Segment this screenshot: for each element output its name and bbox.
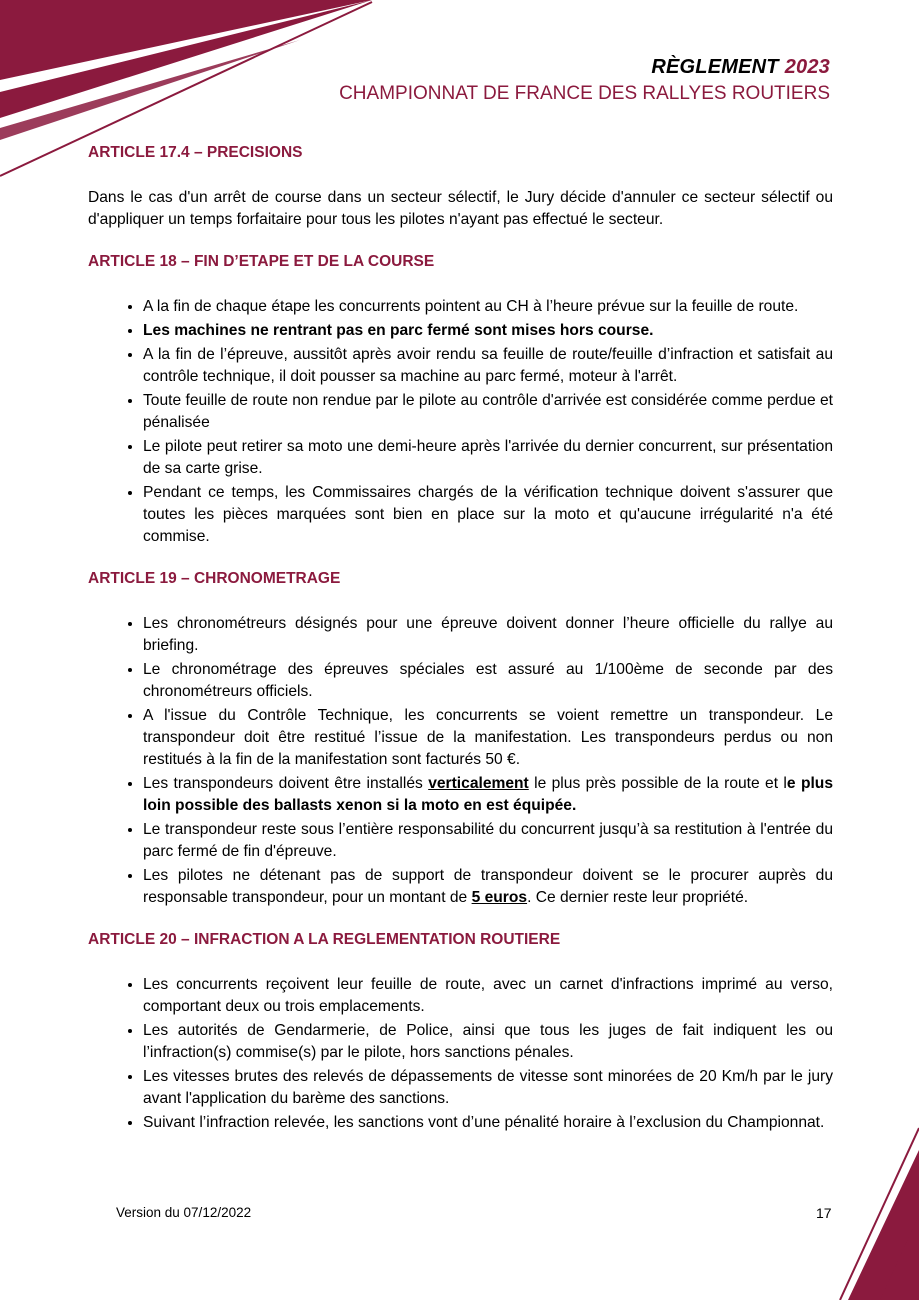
footer-version: Version du 07/12/2022 <box>116 1205 252 1220</box>
list-item: • Les vitesses brutes des relevés de dépassements de vitesse sont minorées de 20 Km/h par le jury avant l'application du barème des sanctions. <box>143 1066 833 1110</box>
page-number: 17 <box>816 1205 832 1221</box>
bullet-list <box>88 974 833 1134</box>
bullet-list <box>88 613 833 909</box>
list-item: • Les concurrents reçoivent leur feuille de route, avec un carnet d'infractions imprimé au verso, comportant deux ou trois emplacements. <box>143 974 833 1018</box>
article-17-4 <box>88 142 833 231</box>
bullet-list <box>88 296 833 548</box>
list-item: • Le transpondeur reste sous l’entière responsabilité du concurrent jusqu’à sa restitution à l'entrée du parc fermé de fin d'épreuve. <box>143 819 833 863</box>
text-run: Les transpondeurs doivent être installés <box>143 775 429 792</box>
document-body <box>88 140 833 1136</box>
list-item <box>143 773 833 817</box>
section-heading: ARTICLE 19 – CHRONOMETRAGE <box>88 570 341 587</box>
emphasis-text: verticalement <box>428 775 529 792</box>
article-19 <box>88 568 833 909</box>
list-item: • Les chronométreurs désignés pour une épreuve doivent donner l’heure officielle du rallye au briefing. <box>143 613 833 657</box>
section-heading: ARTICLE 18 – FIN D’ETAPE ET DE LA COURSE <box>88 253 435 270</box>
list-item: • Pendant ce temps, les Commissaires chargés de la vérification technique doivent s'assurer que toutes les pièces marquées sont bien en place sur la moto et qu'aucune irrégularité n'a été commise. <box>143 482 833 548</box>
emphasis-text: 5 euros <box>471 889 528 906</box>
header-subtitle: CHAMPIONNAT DE FRANCE DES RALLYES ROUTIERS <box>339 83 830 104</box>
text-run: . Ce dernier reste leur propriété. <box>527 889 749 906</box>
text-run: le plus près possible de la route et l <box>528 775 787 792</box>
list-item: • Le pilote peut retirer sa moto une demi-heure après l'arrivée du dernier concurrent, sur présentation de sa carte grise. <box>143 436 833 480</box>
header-title-year: 2023 <box>784 56 830 78</box>
section-paragraph: Dans le cas d'un arrêt de course dans un secteur sélectif, le Jury décide d'annuler ce secteur sélectif ou d'appliquer un temps forfaitaire pour tous les pilotes n'ayant pas effectué le secteur. <box>88 189 833 228</box>
header-title <box>339 56 830 79</box>
bottom-right-stripes <box>840 1128 919 1300</box>
section-heading: ARTICLE 20 – INFRACTION A LA REGLEMENTATION ROUTIERE <box>88 931 561 948</box>
list-item <box>143 865 833 909</box>
list-item: • Les autorités de Gendarmerie, de Police, ainsi que tous les juges de fait indiquent les ou l’infraction(s) commise(s) par le pilote, hors sanctions pénales. <box>143 1020 833 1064</box>
article-20 <box>88 929 833 1134</box>
list-item: • A l'issue du Contrôle Technique, les concurrents se voient remettre un transpondeur. Le transpondeur doit être restitué l’issue de la manifestation. Les transpondeurs perdus ou non restitués à la fin de la manifestation sont facturés 50 €. <box>143 705 833 771</box>
section-heading: ARTICLE 17.4 – PRECISIONS <box>88 144 303 161</box>
list-item: • A la fin de l’épreuve, aussitôt après avoir rendu sa feuille de route/feuille d’infraction et satisfait au contrôle technique, il doit pousser sa machine au parc fermé, moteur à l'arrêt. <box>143 344 833 388</box>
article-18 <box>88 251 833 548</box>
emphasis-text: e plus loin possible des ballasts xenon si la moto en est équipée. <box>143 775 834 814</box>
header-title-prefix: RÈGLEMENT <box>651 56 779 78</box>
list-item: • Le chronométrage des épreuves spéciales est assuré au 1/100ème de seconde par des chronométreurs officiels. <box>143 659 833 703</box>
list-item: • Les machines ne rentrant pas en parc fermé sont mises hors course. <box>143 320 833 342</box>
list-item: • Toute feuille de route non rendue par le pilote au contrôle d'arrivée est considérée comme perdue et pénalisée <box>143 390 833 434</box>
text-run: Les pilotes ne détenant pas de support de transpondeur doivent se le procurer auprès du responsable transpondeur, pour un montant de <box>143 867 833 906</box>
list-item: • A la fin de chaque étape les concurrents pointent au CH à l’heure prévue sur la feuille de route. <box>143 296 833 318</box>
page-header <box>339 56 830 105</box>
list-item: • Suivant l’infraction relevée, les sanctions vont d’une pénalité horaire à l’exclusion du Championnat. <box>143 1112 833 1134</box>
